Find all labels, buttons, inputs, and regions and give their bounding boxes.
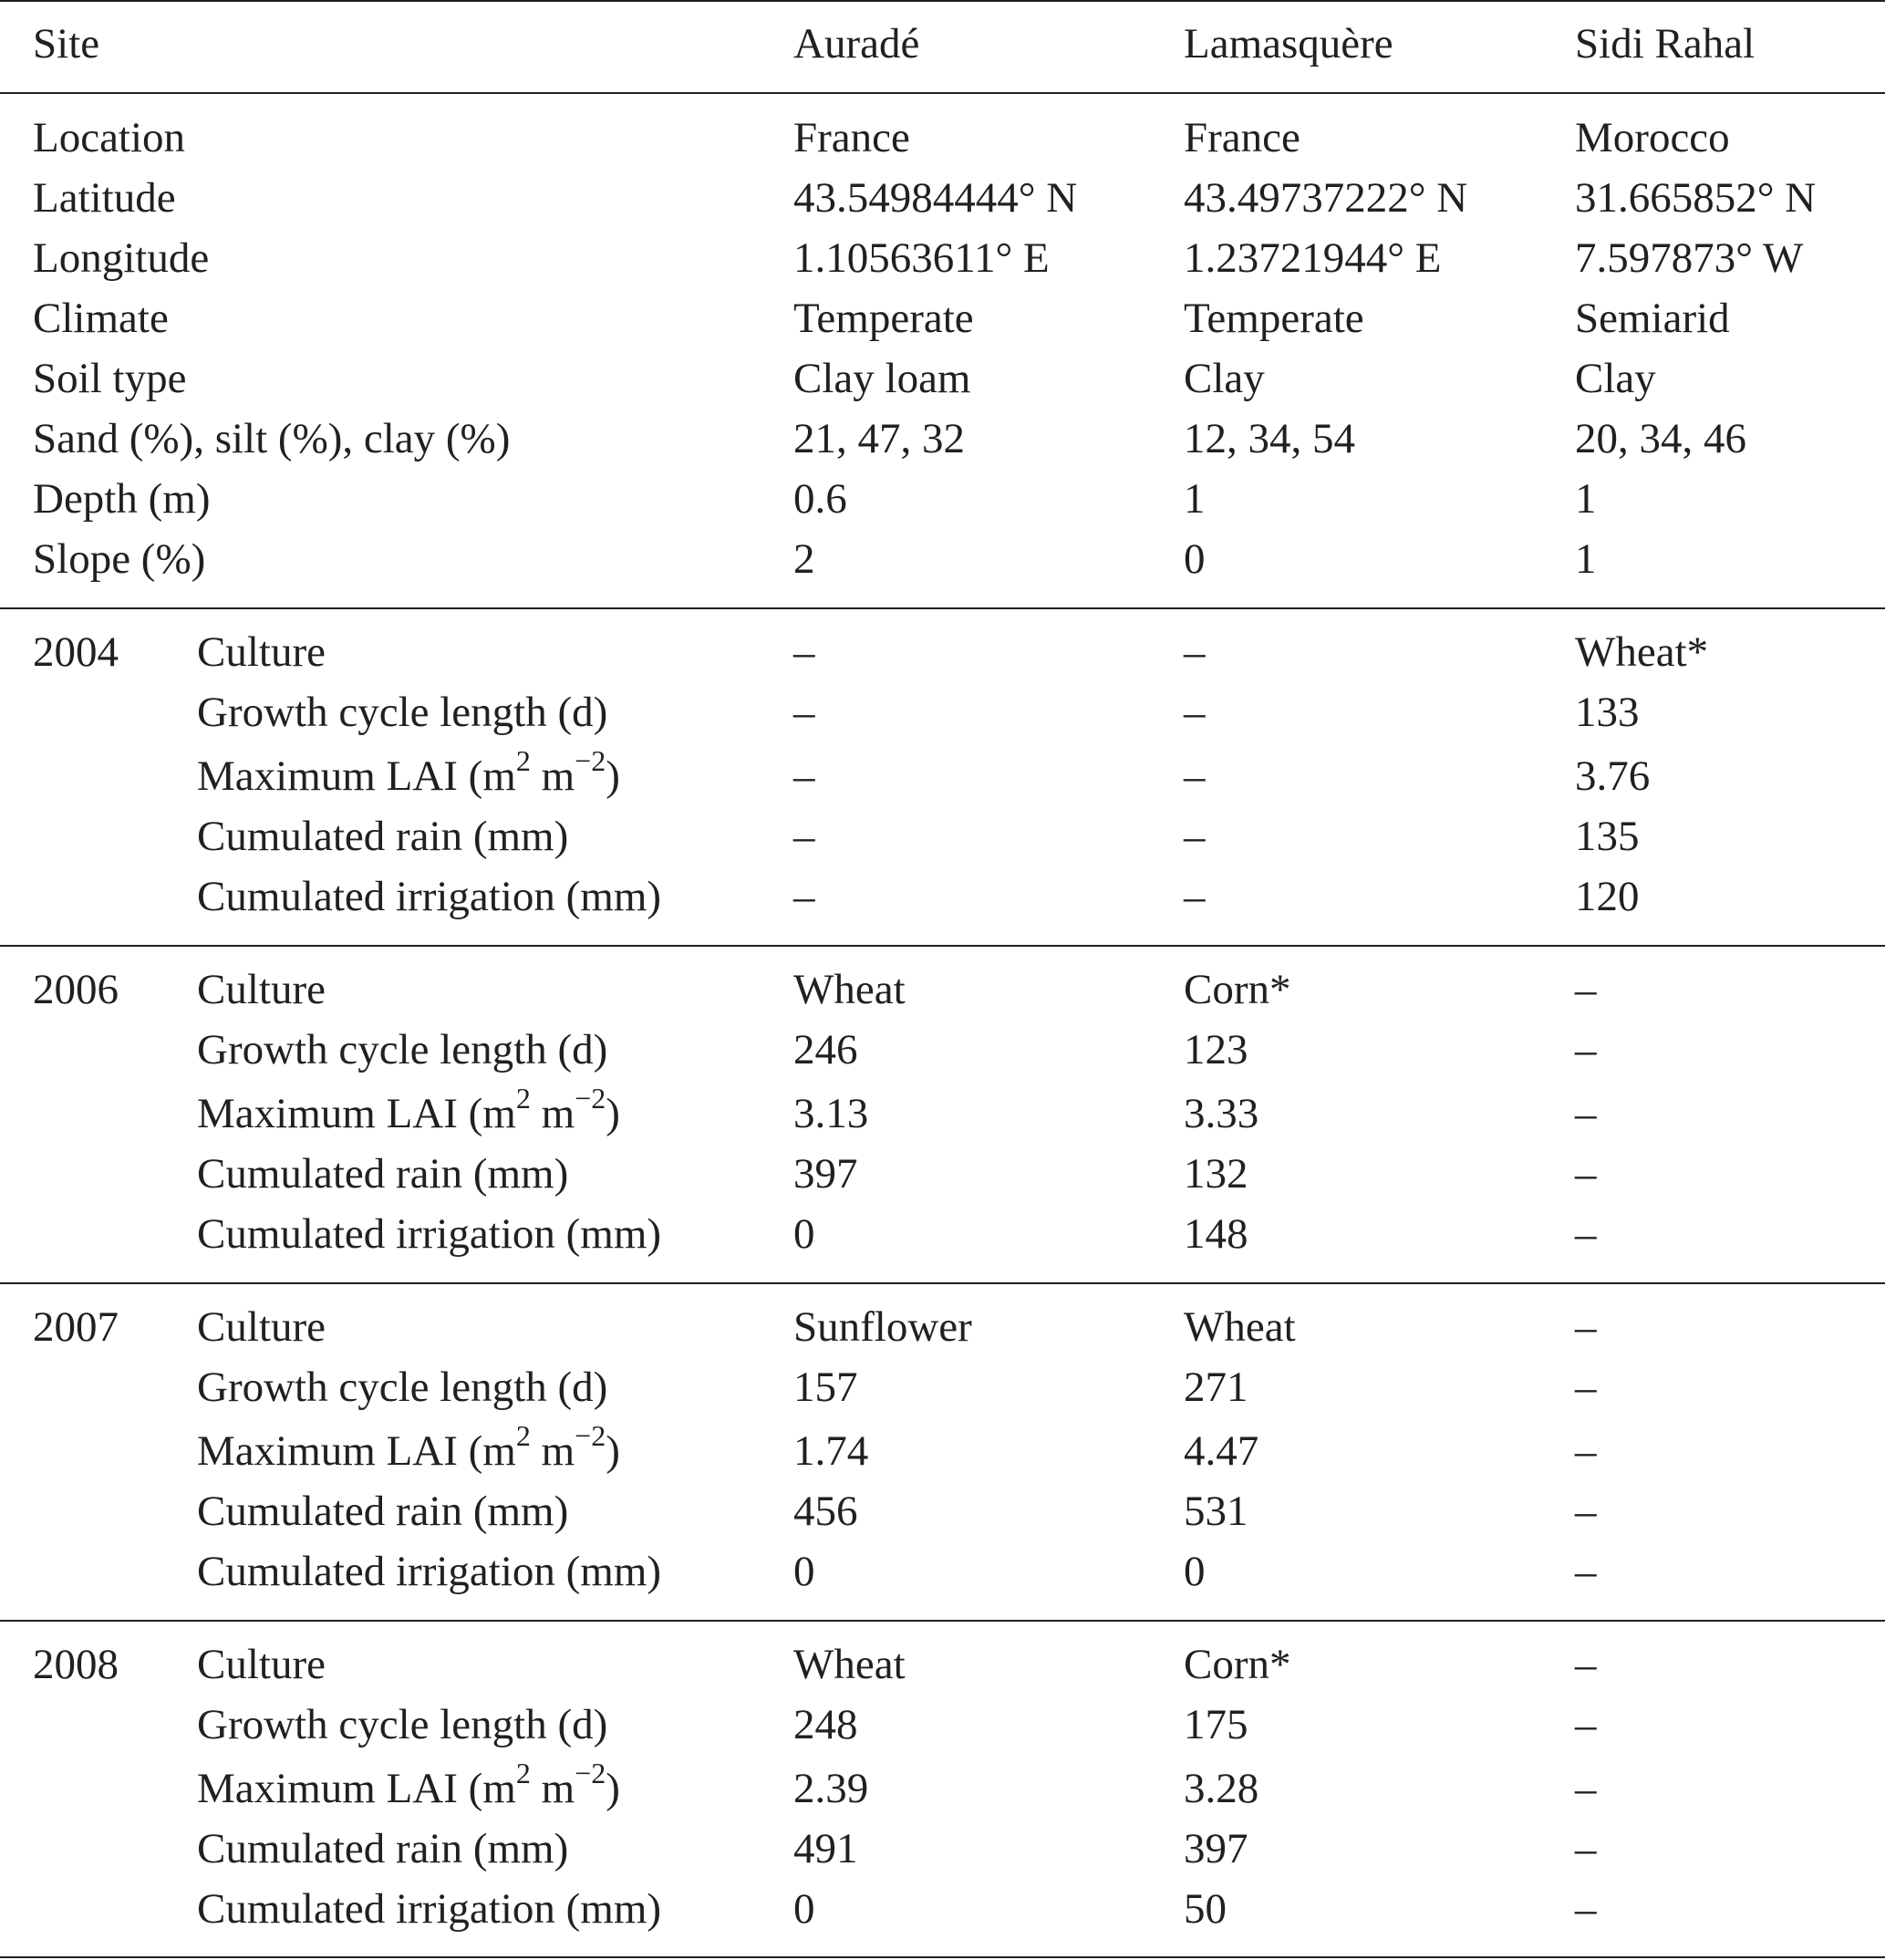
table-cell: 491 [793, 1825, 858, 1872]
table-cell: – [1575, 1825, 1597, 1872]
table-cell: – [1575, 1701, 1597, 1748]
lai-mid: m [530, 1765, 575, 1812]
lai-prefix: Maximum LAI (m [197, 1090, 516, 1137]
param-max-lai [197, 1758, 620, 1819]
header-site-lamasquere: Lamasquère [1184, 20, 1393, 67]
table-cell: 135 [1575, 813, 1640, 860]
lai-prefix: Maximum LAI (m [197, 1765, 516, 1812]
row-label: Climate [33, 295, 169, 342]
year-label: 2004 [33, 628, 119, 676]
table-cell: – [1184, 873, 1206, 920]
table-cell: – [1575, 1090, 1597, 1137]
lai-exponent: 2 [515, 1757, 531, 1790]
param-irrigation: Cumulated irrigation (mm) [197, 1885, 662, 1933]
param-rain: Cumulated rain (mm) [197, 813, 569, 860]
table-cell: Corn* [1184, 966, 1291, 1013]
section-rule [0, 1620, 1885, 1622]
param-cycle: Growth cycle length (d) [197, 689, 608, 736]
table-cell: Wheat [793, 1641, 906, 1688]
lai-mid: m [530, 752, 575, 800]
table-cell: 1.23721944° E [1184, 234, 1442, 282]
table-top-rule [0, 0, 1885, 2]
table-cell: 50 [1184, 1885, 1227, 1933]
lai-exponent: 2 [515, 744, 531, 778]
param-cycle: Growth cycle length (d) [197, 1364, 608, 1411]
header-site-sidi-rahal: Sidi Rahal [1575, 20, 1756, 67]
table-cell: Clay loam [793, 355, 971, 402]
lai-exponent: −2 [575, 744, 606, 778]
param-irrigation: Cumulated irrigation (mm) [197, 873, 662, 920]
table-cell: 271 [1184, 1364, 1248, 1411]
table-cell: 0.6 [793, 475, 847, 523]
table-cell: 43.49737222° N [1184, 174, 1468, 222]
table-cell: 20, 34, 46 [1575, 415, 1746, 462]
section-rule [0, 1282, 1885, 1284]
table-cell: – [1575, 1488, 1597, 1535]
year-label: 2008 [33, 1641, 119, 1688]
table-cell: 3.33 [1184, 1090, 1259, 1137]
table-cell: 132 [1184, 1150, 1248, 1198]
table-bottom-rule [0, 1956, 1885, 1958]
table-cell: 0 [793, 1210, 815, 1258]
param-culture: Culture [197, 1303, 326, 1351]
table-cell: 120 [1575, 873, 1640, 920]
table-cell: 2 [793, 535, 815, 583]
table-cell: 21, 47, 32 [793, 415, 965, 462]
lai-exponent: −2 [575, 1419, 606, 1453]
table-cell: 157 [793, 1364, 858, 1411]
lai-suffix: ) [606, 1427, 620, 1475]
table-cell: 133 [1575, 689, 1640, 736]
lai-exponent: −2 [575, 1757, 606, 1790]
param-rain: Cumulated rain (mm) [197, 1488, 569, 1535]
header-rule [0, 92, 1885, 94]
param-rain: Cumulated rain (mm) [197, 1825, 569, 1872]
table-cell: – [793, 752, 815, 800]
table-cell: 456 [793, 1488, 858, 1535]
lai-suffix: ) [606, 1765, 620, 1812]
table-cell: Clay [1184, 355, 1265, 402]
table-cell: – [1575, 1885, 1597, 1933]
table-cell: – [793, 873, 815, 920]
table-cell: France [793, 114, 910, 161]
param-cycle: Growth cycle length (d) [197, 1026, 608, 1073]
table-cell: Corn* [1184, 1641, 1291, 1688]
table-cell: – [1575, 1210, 1597, 1258]
table-cell: 43.54984444° N [793, 174, 1078, 222]
lai-exponent: 2 [515, 1082, 531, 1115]
table-cell: – [1575, 1427, 1597, 1475]
param-max-lai [197, 1084, 620, 1144]
param-max-lai [197, 1421, 620, 1481]
table-cell: – [793, 813, 815, 860]
lai-prefix: Maximum LAI (m [197, 752, 516, 800]
param-irrigation: Cumulated irrigation (mm) [197, 1548, 662, 1595]
table-cell: 3.76 [1575, 752, 1651, 800]
param-culture: Culture [197, 966, 326, 1013]
section-rule [0, 945, 1885, 947]
table-cell: – [1575, 1364, 1597, 1411]
table-cell: – [1575, 1303, 1597, 1351]
table-cell: 1.10563611° E [793, 234, 1050, 282]
table-cell: – [1575, 1150, 1597, 1198]
lai-mid: m [530, 1427, 575, 1475]
header-site-label: Site [33, 20, 100, 67]
table-cell: – [1575, 1765, 1597, 1812]
row-label: Latitude [33, 174, 176, 222]
table-cell: 175 [1184, 1701, 1248, 1748]
year-label: 2006 [33, 966, 119, 1013]
table-cell: 12, 34, 54 [1184, 415, 1355, 462]
row-label: Sand (%), silt (%), clay (%) [33, 415, 511, 462]
table-cell: Morocco [1575, 114, 1730, 161]
table-cell: 397 [793, 1150, 858, 1198]
param-cycle: Growth cycle length (d) [197, 1701, 608, 1748]
table-cell: 397 [1184, 1825, 1248, 1872]
table-cell: – [1184, 752, 1206, 800]
table-cell: – [1184, 628, 1206, 676]
table-cell: 1 [1575, 475, 1597, 523]
table-cell: France [1184, 114, 1300, 161]
param-rain: Cumulated rain (mm) [197, 1150, 569, 1198]
table-cell: Wheat [1184, 1303, 1296, 1351]
section-rule [0, 607, 1885, 609]
table-cell: – [1575, 1026, 1597, 1073]
table-cell: 31.665852° N [1575, 174, 1817, 222]
table-cell: Clay [1575, 355, 1656, 402]
year-label: 2007 [33, 1303, 119, 1351]
lai-prefix: Maximum LAI (m [197, 1427, 516, 1475]
param-culture: Culture [197, 628, 326, 676]
table-cell: 1 [1184, 475, 1206, 523]
lai-suffix: ) [606, 752, 620, 800]
table-cell: 3.13 [793, 1090, 869, 1137]
row-label: Depth (m) [33, 475, 211, 523]
lai-exponent: −2 [575, 1082, 606, 1115]
param-max-lai [197, 746, 620, 806]
table-cell: Sunflower [793, 1303, 972, 1351]
table-cell: – [793, 689, 815, 736]
table-cell: Wheat* [1575, 628, 1709, 676]
table-cell: 0 [1184, 1548, 1206, 1595]
table-cell: 0 [793, 1885, 815, 1933]
lai-suffix: ) [606, 1090, 620, 1137]
table-cell: 2.39 [793, 1765, 869, 1812]
table-cell: – [793, 628, 815, 676]
table-cell: 4.47 [1184, 1427, 1259, 1475]
table-cell: Semiarid [1575, 295, 1730, 342]
table-cell: 3.28 [1184, 1765, 1259, 1812]
table-cell: 7.597873° W [1575, 234, 1804, 282]
table-cell: 0 [1184, 535, 1206, 583]
table-cell: 0 [793, 1548, 815, 1595]
table-cell: 1.74 [793, 1427, 869, 1475]
lai-mid: m [530, 1090, 575, 1137]
row-label: Soil type [33, 355, 187, 402]
row-label: Longitude [33, 234, 210, 282]
table-cell: 531 [1184, 1488, 1248, 1535]
param-irrigation: Cumulated irrigation (mm) [197, 1210, 662, 1258]
table-cell: Temperate [793, 295, 974, 342]
row-label: Location [33, 114, 186, 161]
table-cell: – [1184, 813, 1206, 860]
table-cell: 123 [1184, 1026, 1248, 1073]
header-site-aurade: Auradé [793, 20, 920, 67]
table-cell: 246 [793, 1026, 858, 1073]
table-cell: – [1575, 1548, 1597, 1595]
param-culture: Culture [197, 1641, 326, 1688]
table-cell: – [1575, 1641, 1597, 1688]
lai-exponent: 2 [515, 1419, 531, 1453]
table-cell: – [1575, 966, 1597, 1013]
table-cell: Temperate [1184, 295, 1364, 342]
table-cell: 148 [1184, 1210, 1248, 1258]
table-cell: Wheat [793, 966, 906, 1013]
table-cell: 248 [793, 1701, 858, 1748]
row-label: Slope (%) [33, 535, 206, 583]
table-cell: 1 [1575, 535, 1597, 583]
table-cell: – [1184, 689, 1206, 736]
